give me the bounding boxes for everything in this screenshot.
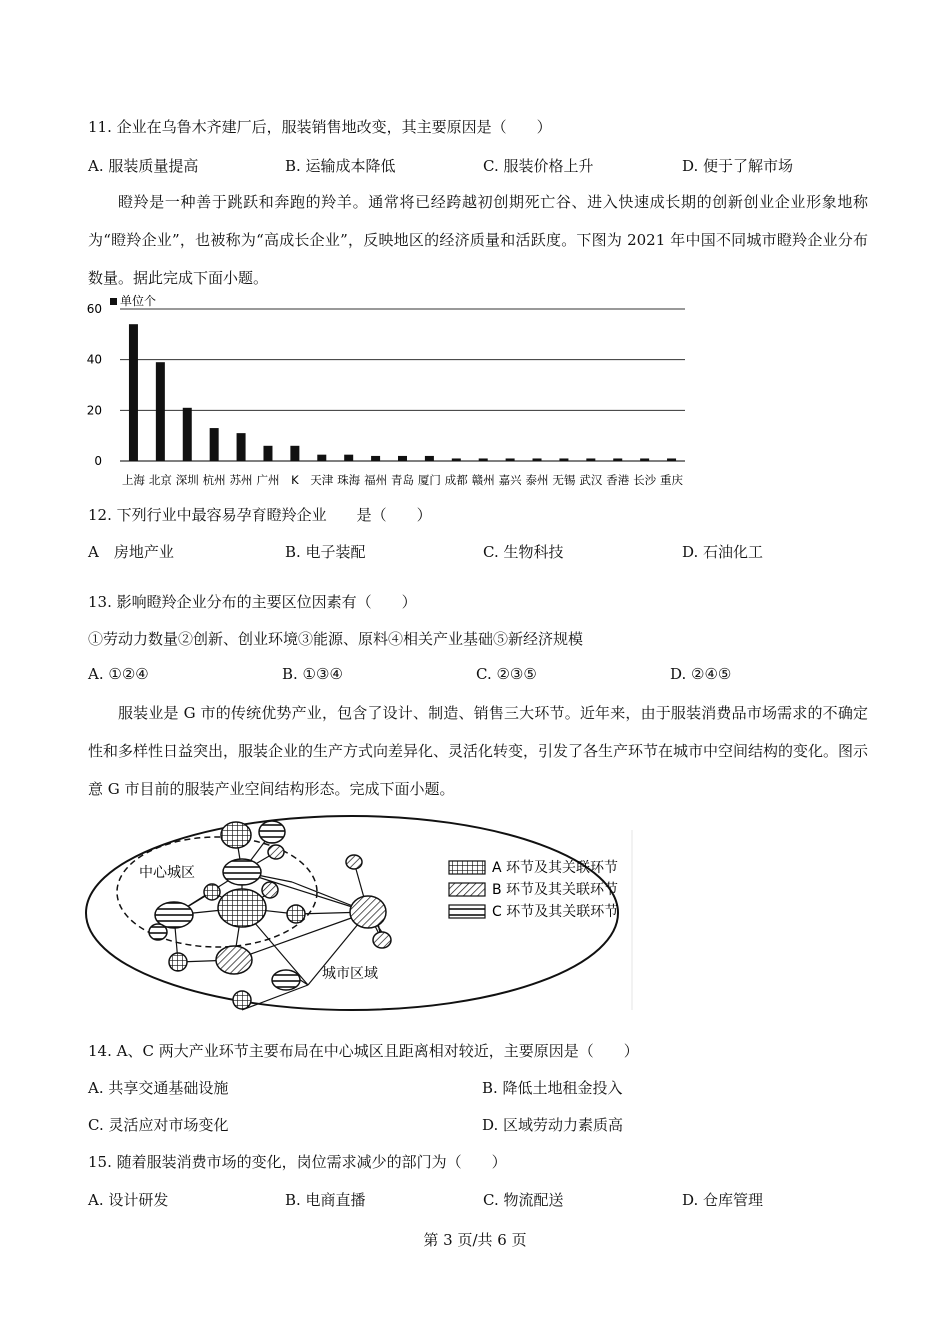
q12-option-d: D. 石油化工 [682, 543, 764, 561]
q14-option-b: B. 降低土地租金投入 [482, 1079, 623, 1097]
bar [640, 458, 649, 461]
q11-option-a: A. 服装质量提高 [88, 157, 199, 175]
bar [613, 458, 622, 461]
node-a-large [218, 889, 266, 927]
question-12-stem: 12. 下列行业中最容易孕育瞪羚企业 是（ ） [88, 506, 432, 524]
x-tick-label: 福州 [364, 473, 388, 487]
bar [452, 458, 461, 461]
central-district-label: 中心城区 [139, 865, 195, 881]
x-tick-label: 厦门 [417, 473, 441, 487]
x-tick-label: 深圳 [175, 473, 199, 487]
x-tick-label: 成都 [444, 473, 468, 487]
x-tick-label: 杭州 [202, 473, 226, 487]
q13-option-b: B. ①③④ [282, 665, 343, 683]
x-tick-label: 北京 [148, 473, 172, 487]
question-14-stem: 14. A、C 两大产业环节主要布局在中心城区且距离相对较近，主要原因是（ ） [88, 1042, 639, 1060]
bar [344, 455, 353, 461]
node-a [233, 991, 251, 1009]
question-15-stem: 15. 随着服装消费市场的变化，岗位需求减少的部门为（ ） [88, 1153, 507, 1171]
node-b [268, 845, 284, 859]
bar [263, 446, 272, 461]
bar [398, 456, 407, 461]
q13-option-d: D. ②④⑤ [670, 665, 732, 683]
q14-option-a: A. 共享交通基础设施 [88, 1079, 229, 1097]
node-c [223, 859, 261, 885]
bar [237, 433, 246, 461]
q13-option-c: C. ②③⑤ [476, 665, 537, 683]
q15-option-c: C. 物流配送 [483, 1191, 564, 1209]
node-c [272, 970, 300, 990]
q13-option-a: A. ①②④ [88, 665, 149, 683]
x-tick-label: 苏州 [229, 473, 253, 487]
x-tick-label: 青岛 [391, 473, 414, 487]
legend-c-swatch-icon [449, 905, 485, 918]
bar [210, 428, 219, 461]
x-tick-label: 长沙 [633, 473, 657, 487]
x-tick-label: 武汉 [579, 473, 603, 487]
x-tick-label: 嘉兴 [498, 473, 522, 487]
q12-option-a: A 房地产业 [88, 543, 174, 561]
city-region-label: 城市区域 [322, 966, 378, 982]
page-footer: 第 3 页/共 6 页 [423, 1231, 527, 1249]
question-13-stem: 13. 影响瞪羚企业分布的主要区位因素有（ ） [88, 593, 417, 611]
gazelle-enterprise-bar-chart [80, 292, 700, 492]
node-b [373, 932, 391, 948]
legend-square-icon [110, 298, 117, 305]
y-tick-label: 40 [86, 352, 102, 367]
x-tick-label: 重庆 [660, 473, 684, 487]
x-tick-label: K [291, 473, 299, 487]
y-tick-label: 60 [86, 302, 102, 316]
x-tick-label: 无锡 [552, 473, 576, 487]
x-tick-label: 天津 [310, 473, 334, 487]
node-a [221, 822, 251, 848]
node-c [149, 924, 167, 940]
question-11-stem: 11. 企业在乌鲁木齐建厂后，服装销售地改变，其主要原因是（ ） [88, 118, 552, 136]
bar [506, 458, 515, 461]
q13-factor-list: ①劳动力数量②创新、创业环境③能源、原料④相关产业基础⑤新经济规模 [88, 630, 584, 648]
bar [667, 458, 676, 461]
q15-option-d: D. 仓库管理 [682, 1191, 764, 1209]
q15-option-b: B. 电商直播 [285, 1191, 366, 1209]
q12-option-c: C. 生物科技 [483, 543, 564, 561]
y-tick-label: 0 [94, 454, 102, 468]
node-a [169, 953, 187, 971]
garment-industry-spatial-diagram [82, 810, 642, 1020]
node-b [346, 855, 362, 869]
legend-c-label: C 环节及其关联环节 [492, 904, 619, 920]
q11-option-c: C. 服装价格上升 [483, 157, 594, 175]
bar [129, 324, 138, 461]
q12-option-b: B. 电子装配 [285, 543, 366, 561]
bar [533, 458, 542, 461]
node-b [262, 882, 278, 898]
bar [290, 446, 299, 461]
bar [156, 362, 165, 461]
legend-b-swatch-icon [449, 883, 485, 896]
passage-gazelle-enterprises: 瞪羚是一种善于跳跃和奔跑的羚羊。通常将已经跨越初创期死亡谷、进入快速成长期的创新创业企业形象地称为“瞪羚企业”，也被称为“高成长企业”，反映地区的经济质量和活跃度。下图为 2021 年中国不同城市瞪羚企业分布数量。据此完成下面小题。 [88, 193, 868, 287]
legend-b-label: B 环节及其关联环节 [492, 882, 619, 898]
x-tick-label: 上海 [121, 473, 145, 487]
bar [317, 455, 326, 461]
bar [586, 458, 595, 461]
node-c [259, 821, 285, 843]
node-b-large [350, 896, 386, 928]
node-a [287, 905, 305, 923]
x-tick-label: 泰州 [525, 473, 549, 487]
legend-a-label: A 环节及其关联环节 [492, 860, 619, 876]
q14-option-c: C. 灵活应对市场变化 [88, 1116, 229, 1134]
q15-option-a: A. 设计研发 [88, 1191, 169, 1209]
bar [371, 456, 380, 461]
bar [559, 458, 568, 461]
legend-a-swatch-icon [449, 861, 485, 874]
passage-garment-industry: 服装业是 G 市的传统优势产业，包含了设计、制造、销售三大环节。近年来，由于服装消费品市场需求的不确定性和多样性日益突出，服装企业的生产方式向差异化、灵活化转变，引发了各生产环节在城市中空间结构的变化。图示意 G 市目前的服装产业空间结构形态。完成下面小题。 [88, 704, 869, 798]
node-b [216, 946, 252, 974]
x-tick-label: 赣州 [471, 473, 495, 487]
bar [425, 456, 434, 461]
bar [183, 408, 192, 461]
q11-option-d: D. 便于了解市场 [682, 157, 794, 175]
x-tick-label: 珠海 [337, 473, 361, 487]
q11-option-b: B. 运输成本降低 [285, 157, 396, 175]
y-axis-unit-label: 单位个 [120, 294, 157, 308]
x-tick-label: 香港 [606, 473, 630, 487]
y-tick-label: 20 [86, 403, 102, 418]
bar [479, 458, 488, 461]
node-a [204, 884, 220, 900]
x-tick-label: 广州 [256, 473, 280, 487]
q14-option-d: D. 区域劳动力素质高 [482, 1116, 624, 1134]
